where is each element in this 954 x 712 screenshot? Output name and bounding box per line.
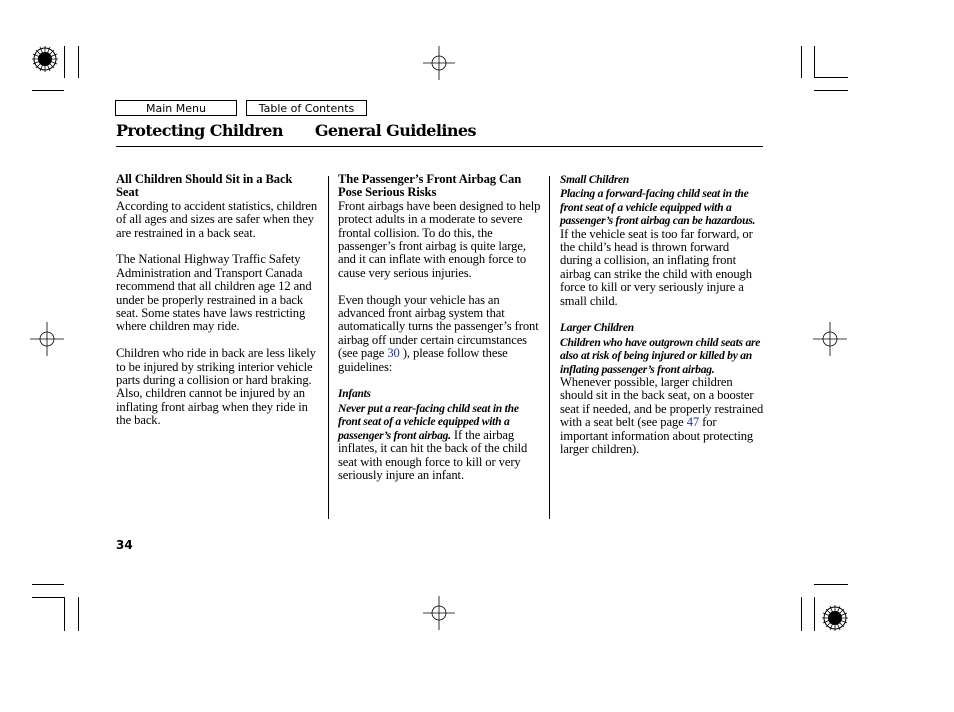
paragraph: According to accident statistics, children of all ages and sizes are safer when they are restrained in a back seat. — [116, 198, 318, 240]
table-of-contents-button[interactable]: Table of Contents — [246, 100, 367, 116]
paragraph: If the vehicle seat is too far forward, or the child’s head is thrown forward during a collision, an inflating front airbag can strike the child with enough force to kill or very seriously injure a small child. — [560, 226, 753, 308]
main-menu-button[interactable]: Main Menu — [115, 100, 237, 116]
heading-front-airbag: The Passenger’s Front Airbag Can Pose Serious Risks — [338, 172, 522, 200]
paragraph: If the airbag inflates, it can hit the back of the child seat with enough force to kill or very seriously injure an infant. — [338, 427, 528, 482]
crosshair-icon — [421, 46, 457, 82]
paragraph: Children who ride in back are less likely to be injured by striking interior vehicle parts during a collision or hard braking. Also, children cannot be injured by an inflating front airbag when they ride in the back. — [116, 346, 316, 428]
paragraph: The National Highway Traffic Safety Administration and Transport Canada recommend that all children age 12 and under be properly restrained in a back seat. Some states have laws restricting where children may ride. — [116, 252, 312, 334]
section-title: Protecting Children — [116, 121, 283, 140]
topic-title: General Guidelines — [314, 121, 476, 140]
registration-target-icon — [30, 44, 60, 74]
crosshair-icon — [421, 596, 457, 632]
column-divider — [549, 176, 550, 519]
subheading-larger-children: Larger Children — [560, 322, 634, 335]
subheading-small-children: Small Children — [560, 174, 630, 186]
page-link-47[interactable]: 47 — [686, 415, 700, 430]
page-link-30[interactable]: 30 — [387, 346, 400, 361]
title-rule — [116, 146, 763, 147]
warning-larger-children: Children who have outgrown child seats are also at risk of being injured or killed by an inflating passenger’s front airbag. — [560, 335, 761, 376]
heading-back-seat: All Children Should Sit in a Back Seat — [116, 172, 293, 200]
column-divider — [328, 176, 329, 519]
warning-infants: Never put a rear-facing child seat in the front seat of a vehicle equipped with a passenger’s front airbag. — [338, 401, 519, 442]
registration-target-icon — [820, 603, 850, 633]
paragraph-guidelines: Even though your vehicle has an advanced front airbag system that automatically turns the passenger’s front airbag off under certain circumstances (see page 30 ), please follow these guidelines: — [338, 292, 539, 374]
paragraph: Front airbags have been designed to help protect adults in a moderate to severe frontal collision. To do this, the passenger’s front airbag is quite large, and it can inflate with enough force to cause very serious injuries. — [338, 198, 541, 280]
page-title — [116, 121, 476, 140]
column-back-seat — [116, 173, 318, 441]
crosshair-icon — [30, 321, 66, 357]
subheading-infants: Infants — [338, 388, 371, 401]
page-number: 34 — [116, 538, 133, 552]
warning-small-children: Placing a forward-facing child seat in the front seat of a vehicle equipped with a passenger’s front airbag can be hazardous. — [560, 187, 756, 228]
crosshair-icon — [812, 321, 848, 357]
column-front-airbag — [338, 173, 542, 482]
column-children: Small Children Placing a forward-facing child seat in the front seat of a vehicle equipped with a passenger’s front airbag can be hazardous. If the vehicle seat is too far forward, or the child’s head is thrown forward during a collision, an inflating front airbag can strike the child with enough force to kill or very seriously injure a small child. Larger Children Children who have outgrown child seats are also at risk of being injured or killed by an inflating passenger’s front airbag. Whenever possible, larger children should sit in the back seat, on a booster seat if needed, and be properly restrained with a seat belt (see page 47 for important information about protecting larger children). — [560, 174, 764, 457]
